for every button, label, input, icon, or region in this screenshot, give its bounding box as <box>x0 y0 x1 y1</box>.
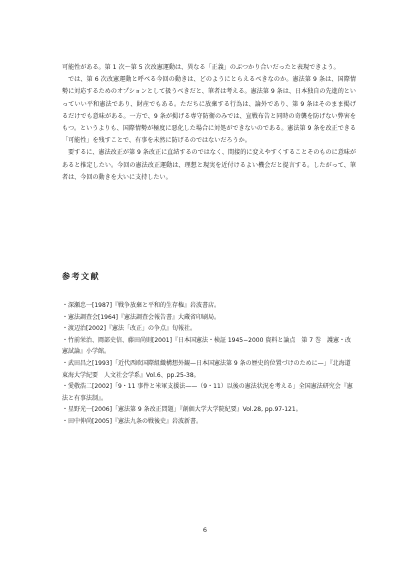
body-text <box>62 62 356 184</box>
references-heading: 参考文献 <box>62 272 100 282</box>
reference-item: ・武田昌之[1993]「近代西欧国際組織構想外観—日本国憲法第 9 条の歴史的位置づけのために—」『北海道東海大学紀要 人文社会学系』Vol.6、pp.25-38。 <box>62 360 351 379</box>
reference-item: ・田中伸尚[2005]『憲法九条の戦後史』岩波新書。 <box>62 417 202 425</box>
references-list <box>62 300 356 428</box>
paragraph: 要するに、憲法改正が第 9 条改正に直結するのではなく、間接的に変えやすくすることそのものに意味があると推定したい。今回の憲法改正運動は、理想と現実を近付けるよい機会だと提言する。したがって、筆者は、今回の動きを大いに支持したい。 <box>62 149 356 181</box>
reference-item: ・竹前栄治、岡部史信、藤田尚則[2001]『日本国憲法・検証 1945−2000 資料と論点 第 7 巻 護憲・改憲試論』小学館。 <box>62 336 351 356</box>
reference-item: ・愛敬浩二[2002]「9・11 事件と米軍支援法——（9・11）以後の憲法状況を考える」全国憲法研究会『憲法と有事法制』。 <box>62 383 353 402</box>
document-page <box>62 62 356 444</box>
reference-item: ・渡辺治[2002]『憲法「改正」の争点』旬報社。 <box>62 325 196 333</box>
paragraph: では、第 6 次改憲運動と呼べる今回の動きは、どのようにとらえるべきなのか。憲法第 9 条は、国際情勢に対応するためのオプションとして扱うべきだと、筆者は考える。憲法第 9 条は、日本独自の先進的といっていい平和憲法であり、財産でもある。ただちに放棄する行為は、論外であり、第 9 条はそのまま掲げるだけでも意味がある。一方で、9 条が掲げる専守防衛のみでは、宣戦布告と同時の奇襲を防げない弊害をもつ。というよりも、国際情勢が極度に悪化した場合に対処ができないのである。憲法第 9 条を改正できる「可能性」を残すことで、有事を未然に防げるのではないだろうか。 <box>62 76 356 145</box>
reference-item: ・星野光一[2006]「憲法第 9 条改正問題」『創価大学大学院紀要』Vol.28, pp.97-121。 <box>62 406 302 414</box>
page-number: 6 <box>202 526 208 534</box>
paragraph: 可能性がある。第 1 次～第 5 次改憲運動は、異なる「正義」のぶつかり合いだったと表現できよう。 <box>62 64 340 71</box>
reference-item: ・深瀬忠一[1987]『戦争放棄と平和的生存権』岩波書店。 <box>62 302 220 310</box>
reference-item: ・憲法調査会[1964]『憲法調査会報告書』大蔵省印刷局。 <box>62 313 220 321</box>
